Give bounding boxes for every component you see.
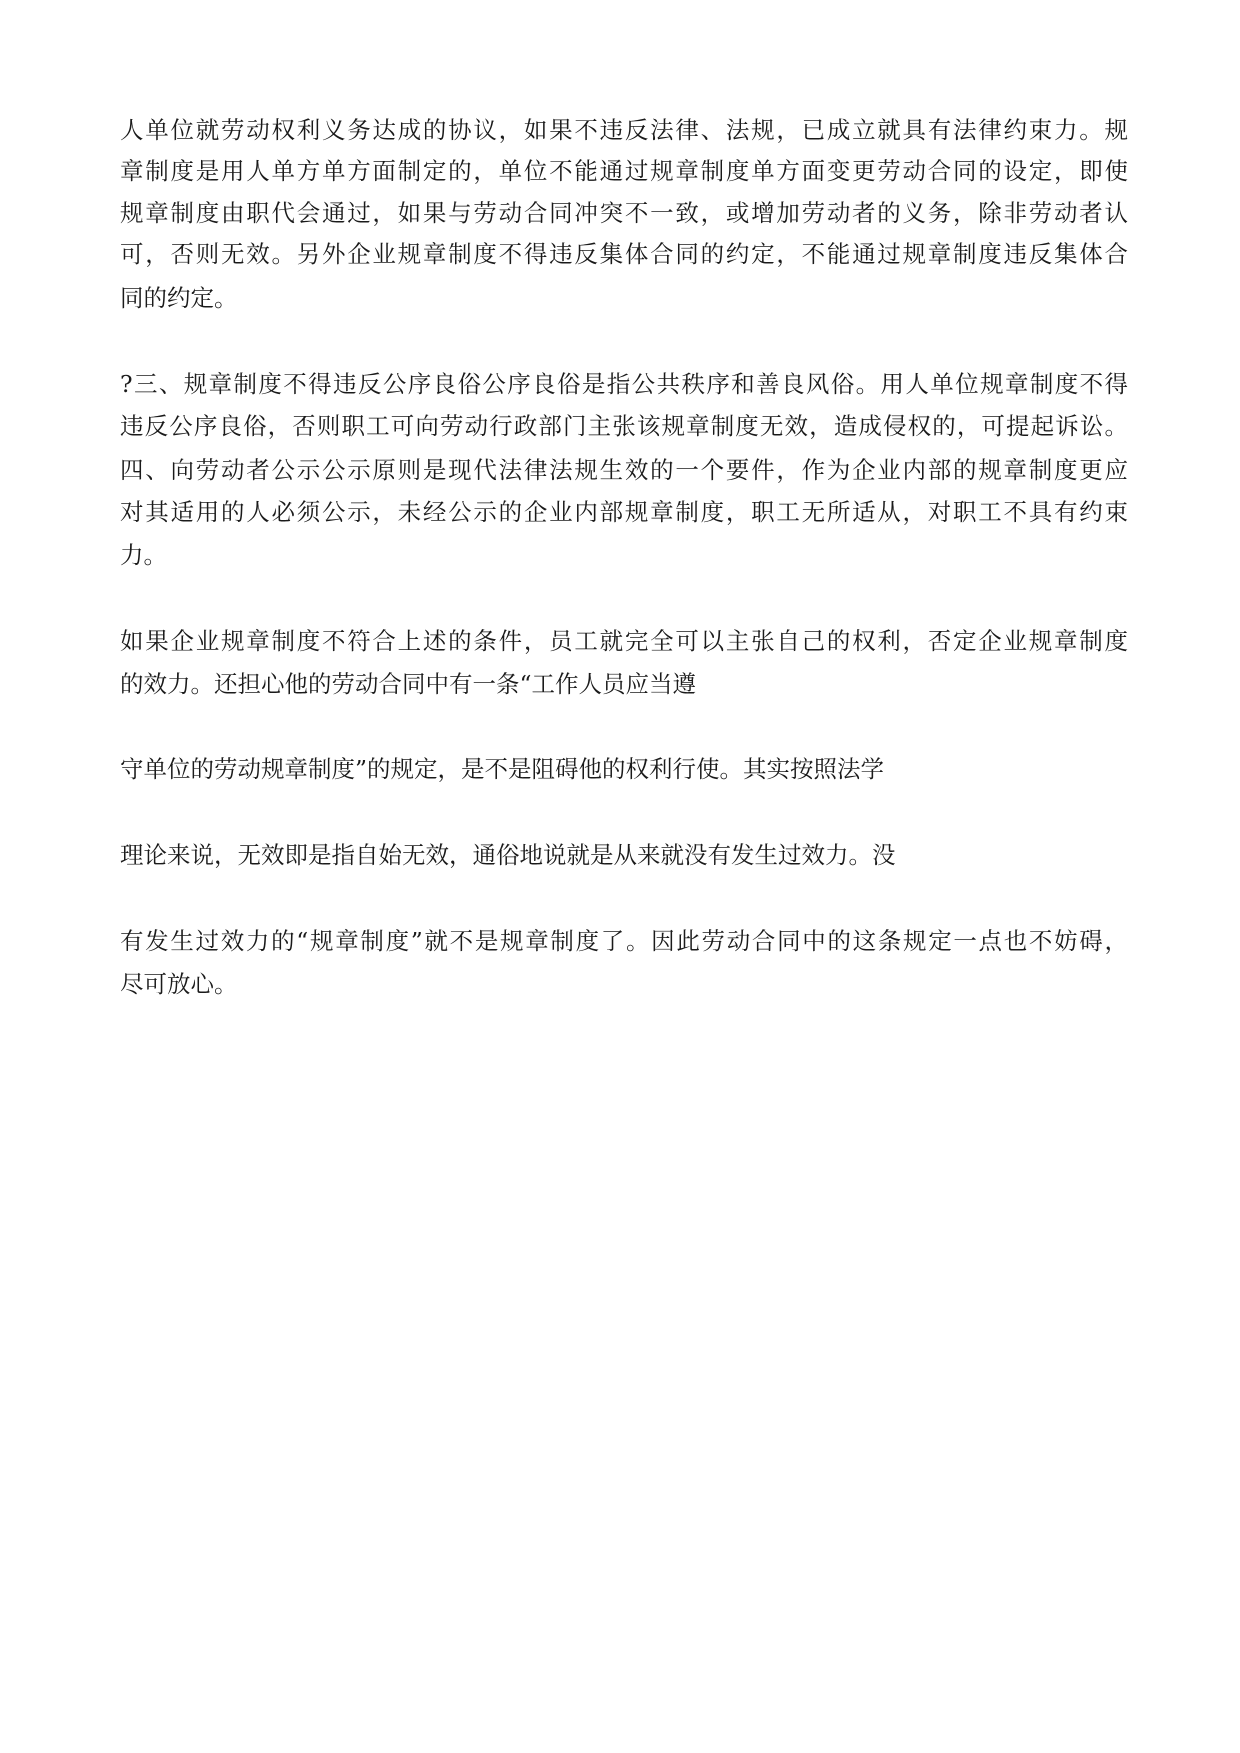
paragraph-4-line-1: 守单位的劳动规章制度”的规定，是不是阻碍他的权利行使。其实按照法学 — [120, 755, 885, 783]
paragraph-1-line-1: 人单位就劳动权利义务达成的协议，如果不违反法律、法规，已成立就具有法律约束力。规 — [120, 116, 1128, 144]
paragraph-3-line-1: 如果企业规章制度不符合上述的条件，员工就完全可以主张自己的权利，否定企业规章制度 — [120, 627, 1128, 655]
paragraph-6-line-1: 有发生过效力的“规章制度”就不是规章制度了。因此劳动合同中的这条规定一点也不妨碍， — [120, 927, 1128, 955]
paragraph-2-line-2: 违反公序良俗，否则职工可向劳动行政部门主张该规章制度无效，造成侵权的，可提起诉讼。 — [120, 412, 1128, 440]
paragraph-5-line-1: 理论来说，无效即是指自始无效，通俗地说就是从来就没有发生过效力。没 — [120, 841, 896, 869]
paragraph-2-line-3: 四、向劳动者公示公示原则是现代法律法规生效的一个要件，作为企业内部的规章制度更应 — [120, 456, 1128, 484]
paragraph-1-line-3: 规章制度由职代会通过，如果与劳动合同冲突不一致，或增加劳动者的义务，除非劳动者认 — [120, 199, 1128, 227]
paragraph-1-line-2: 章制度是用人单方单方面制定的，单位不能通过规章制度单方面变更劳动合同的设定，即使 — [120, 157, 1128, 185]
paragraph-6-line-2: 尽可放心。 — [120, 970, 238, 998]
paragraph-3-line-2: 的效力。还担心他的劳动合同中有一条“工作人员应当遵 — [120, 670, 697, 698]
paragraph-2-line-4: 对其适用的人必须公示，未经公示的企业内部规章制度，职工无所适从，对职工不具有约束 — [120, 498, 1128, 526]
paragraph-1-line-5: 同的约定。 — [120, 284, 238, 312]
paragraph-1-line-4: 可，否则无效。另外企业规章制度不得违反集体合同的约定，不能通过规章制度违反集体合 — [120, 240, 1128, 268]
paragraph-2-line-5: 力。 — [120, 541, 167, 569]
paragraph-2-line-1: ?三、规章制度不得违反公序良俗公序良俗是指公共秩序和善良风俗。用人单位规章制度不得 — [120, 370, 1128, 398]
